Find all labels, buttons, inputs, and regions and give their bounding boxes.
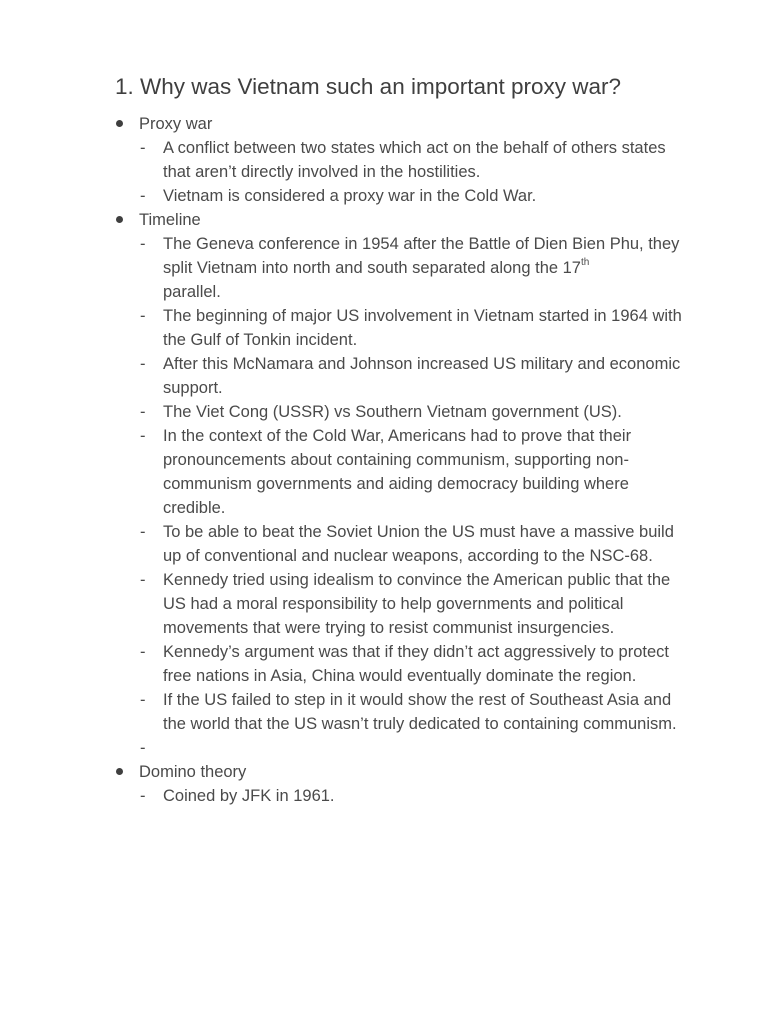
sub-item — [0, 424, 768, 520]
dash-marker: - — [140, 307, 146, 325]
dash-marker: - — [140, 187, 146, 205]
bullet-dot — [116, 768, 123, 775]
outline-list — [0, 112, 768, 808]
sub-item — [0, 304, 768, 352]
bullet-label: Timeline — [139, 211, 201, 229]
sub-item-text — [163, 232, 683, 304]
page-title — [115, 72, 735, 102]
dash-marker: - — [140, 691, 146, 709]
sub-item — [0, 232, 768, 304]
sub-item — [0, 136, 768, 184]
dash-marker: - — [140, 739, 146, 757]
sub-item-text: If the US failed to step in it would show the rest of Southeast Asia and the world that the US wasn’t truly dedicated to containing communism. — [163, 691, 677, 733]
superscript-th: th — [581, 256, 590, 268]
dash-marker: - — [140, 427, 146, 445]
sub-item-text: After this McNamara and Johnson increased US military and economic support. — [163, 355, 681, 397]
bullet-timeline — [0, 208, 768, 760]
bullet-dot — [116, 216, 123, 223]
geneva-continuation: parallel. — [163, 283, 221, 301]
bullet-proxy-war — [0, 112, 768, 208]
sub-item-text: To be able to beat the Soviet Union the US must have a massive build up of conventional and nuclear weapons, according to the NSC-68. — [163, 523, 674, 565]
sub-item-text: A conflict between two states which act on the behalf of others states that aren’t directly involved in the hostilities. — [163, 139, 666, 181]
sub-item — [0, 184, 768, 208]
sub-item — [0, 784, 768, 808]
sub-item — [0, 640, 768, 688]
sub-item-text: Kennedy tried using idealism to convince the American public that the US had a moral responsibility to help governments and political movements that were trying to resist communist insurgencies. — [163, 571, 671, 637]
dash-marker: - — [140, 355, 146, 373]
bullet-dot — [116, 120, 123, 127]
heading-text: Why was Vietnam such an important proxy war? — [140, 74, 622, 99]
dash-marker: - — [140, 139, 146, 157]
heading-number: 1. — [115, 74, 134, 99]
dash-marker: - — [140, 643, 146, 661]
sub-item-empty — [0, 736, 768, 760]
bullet-label: Domino theory — [139, 763, 247, 781]
sub-item-text: Coined by JFK in 1961. — [163, 787, 335, 805]
dash-marker: - — [140, 523, 146, 541]
sub-item-text: Kennedy’s argument was that if they didn’t act aggressively to protect free nations in Asia, China would eventually dominate the region. — [163, 643, 669, 685]
sub-item — [0, 688, 768, 736]
sub-item-text: The Viet Cong (USSR) vs Southern Vietnam government (US). — [163, 403, 622, 421]
bullet-label: Proxy war — [139, 115, 213, 133]
sub-item — [0, 520, 768, 568]
bullet-domino-theory — [0, 760, 768, 808]
dash-marker: - — [140, 571, 146, 589]
sub-item-text: The beginning of major US involvement in Vietnam started in 1964 with the Gulf of Tonkin incident. — [163, 307, 682, 349]
sub-item-text: In the context of the Cold War, Americans had to prove that their pronouncements about containing communism, supporting non-communism governments and aiding democracy building where credible. — [163, 427, 632, 517]
sub-item-text: Vietnam is considered a proxy war in the Cold War. — [163, 187, 537, 205]
dash-marker: - — [140, 787, 146, 805]
geneva-text: The Geneva conference in 1954 after the Battle of Dien Bien Phu, they split Vietnam into north and south separated along the 17 — [163, 235, 680, 277]
sub-item-text — [163, 736, 683, 760]
dash-marker: - — [140, 235, 146, 253]
dash-marker: - — [140, 403, 146, 421]
sub-item — [0, 352, 768, 400]
sub-item — [0, 568, 768, 640]
sub-item — [0, 400, 768, 424]
